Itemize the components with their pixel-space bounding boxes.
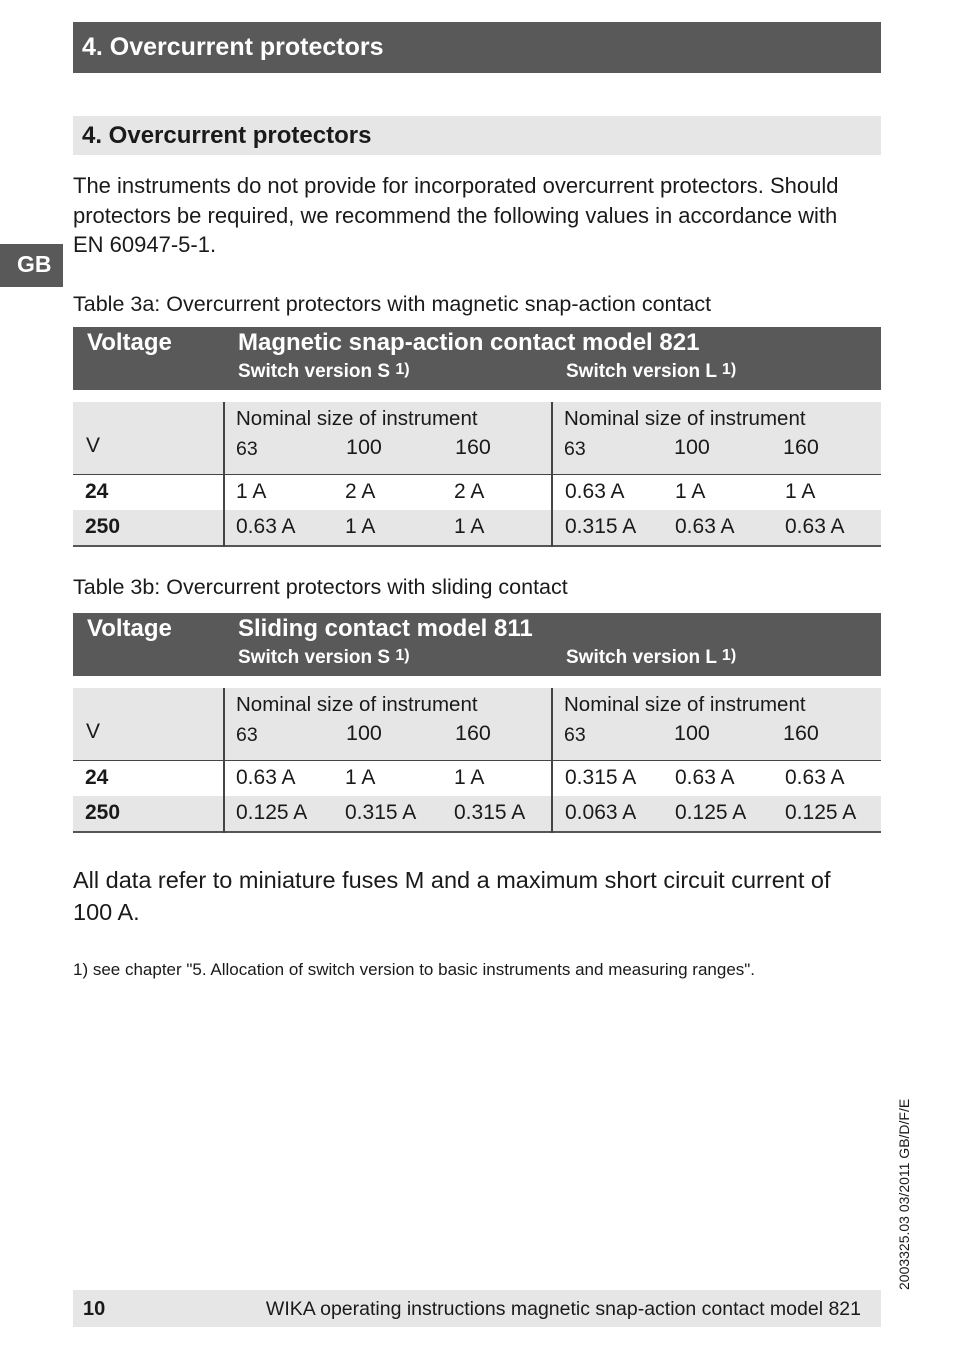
footnote-mark: 1) — [721, 647, 737, 664]
chapter-banner: 4. Overcurrent protectors — [73, 22, 881, 73]
row-voltage: 24 — [85, 766, 109, 789]
table-3b-caption: Table 3b: Overcurrent protectors with sliding contact — [73, 575, 568, 599]
switch-version-l-label: Switch version L $^{1)}$ — [566, 647, 737, 668]
table-3b-subheader — [73, 688, 881, 761]
column-divider — [551, 402, 553, 547]
table-row — [73, 761, 881, 796]
table-cell: 0.315 A — [454, 801, 526, 824]
section-heading: 4. Overcurrent protectors — [73, 116, 881, 155]
size-160-s: 160 — [455, 721, 491, 745]
table-cell: 0.315 A — [565, 515, 637, 538]
size-100-l: 100 — [674, 721, 710, 745]
table-cell: 0.125 A — [785, 801, 857, 824]
table-cell: 0.063 A — [565, 801, 637, 824]
nominal-size-label-l: Nominal size of instrument — [564, 407, 806, 430]
table-cell: 0.63 A — [785, 766, 845, 789]
table-3a-header — [73, 327, 881, 390]
table-cell: 1 A — [454, 766, 485, 789]
row-voltage: 24 — [85, 480, 109, 503]
column-divider — [223, 402, 225, 547]
switch-version-l-label: Switch version L $^{1)}$ — [566, 361, 737, 382]
table-3b-header — [73, 613, 881, 676]
voltage-header: Voltage — [87, 615, 172, 642]
table-3b — [73, 613, 881, 834]
nominal-size-label-l: Nominal size of instrument — [564, 693, 806, 716]
table-cell: 1 A — [345, 766, 376, 789]
switch-version-s-label: Switch version S $^{1)}$ — [238, 647, 410, 668]
row-voltage: 250 — [85, 515, 121, 538]
table-cell: 1 A — [785, 480, 816, 503]
page-number: 10 — [83, 1298, 106, 1320]
footnote: 1) see chapter "5. Allocation of switch version to basic instruments and measuring ranges". — [73, 960, 756, 979]
page-footer — [73, 1290, 881, 1327]
table-row — [73, 796, 881, 833]
table-cell: 0.125 A — [675, 801, 747, 824]
table-3a-caption: Table 3a: Overcurrent protectors with magnetic snap-action contact — [73, 292, 712, 316]
intro-paragraph: The instruments do not provide for incorporated overcurrent protectors. Should protectors be required, we recommend the following values in accordance with EN 60947-5-1. — [73, 173, 839, 257]
table-3a-title: Magnetic snap-action contact model 821 — [238, 329, 700, 356]
table-row — [73, 475, 881, 510]
table-cell: 0.63 A — [565, 480, 625, 503]
size-63-l: 63 — [564, 438, 586, 460]
table-cell: 1 A — [236, 480, 267, 503]
footer-text: WIKA operating instructions magnetic snap-action contact model 821 — [265, 1298, 861, 1320]
table-cell: 2 A — [345, 480, 376, 503]
column-divider — [551, 688, 553, 833]
table-cell: 0.315 A — [345, 801, 417, 824]
nominal-size-label-s: Nominal size of instrument — [236, 407, 478, 430]
size-63-l: 63 — [564, 724, 586, 746]
size-63-s: 63 — [236, 438, 258, 460]
table-cell: 0.63 A — [236, 515, 296, 538]
table-cell: 0.315 A — [565, 766, 637, 789]
footnote-mark: 1) — [395, 361, 410, 378]
size-100-s: 100 — [346, 435, 382, 459]
table-cell: 0.63 A — [236, 766, 296, 789]
unit-label: V — [86, 720, 101, 743]
footnote-mark: 1) — [395, 647, 410, 664]
table-cell: 0.63 A — [785, 515, 845, 538]
size-160-s: 160 — [455, 435, 491, 459]
size-160-l: 160 — [783, 435, 819, 459]
language-tab: GB — [0, 244, 63, 287]
table-3b-title: Sliding contact model 811 — [238, 615, 533, 642]
voltage-header: Voltage — [87, 329, 172, 356]
table-cell: 1 A — [345, 515, 376, 538]
table-cell: 0.125 A — [236, 801, 308, 824]
table-cell: 0.63 A — [675, 766, 735, 789]
nominal-size-label-s: Nominal size of instrument — [236, 693, 478, 716]
size-160-l: 160 — [783, 721, 819, 745]
table-row — [73, 510, 881, 547]
table-cell: 1 A — [454, 515, 485, 538]
size-100-l: 100 — [674, 435, 710, 459]
size-100-s: 100 — [346, 721, 382, 745]
row-voltage: 250 — [85, 801, 121, 824]
document-code: 2003325.03 03/2011 GB/D/F/E — [896, 1098, 912, 1290]
column-divider — [223, 688, 225, 833]
size-63-s: 63 — [236, 724, 258, 746]
table-3a — [73, 327, 881, 548]
fuse-note: All data refer to miniature fuses M and a maximum short circuit current of 100 A. — [73, 867, 831, 925]
table-cell: 2 A — [454, 480, 485, 503]
unit-label: V — [86, 434, 101, 457]
switch-version-s-label: Switch version S $^{1)}$ — [238, 361, 410, 382]
table-cell: 0.63 A — [675, 515, 735, 538]
table-3a-subheader — [73, 402, 881, 475]
footnote-mark: 1) — [721, 361, 737, 378]
table-cell: 1 A — [675, 480, 706, 503]
